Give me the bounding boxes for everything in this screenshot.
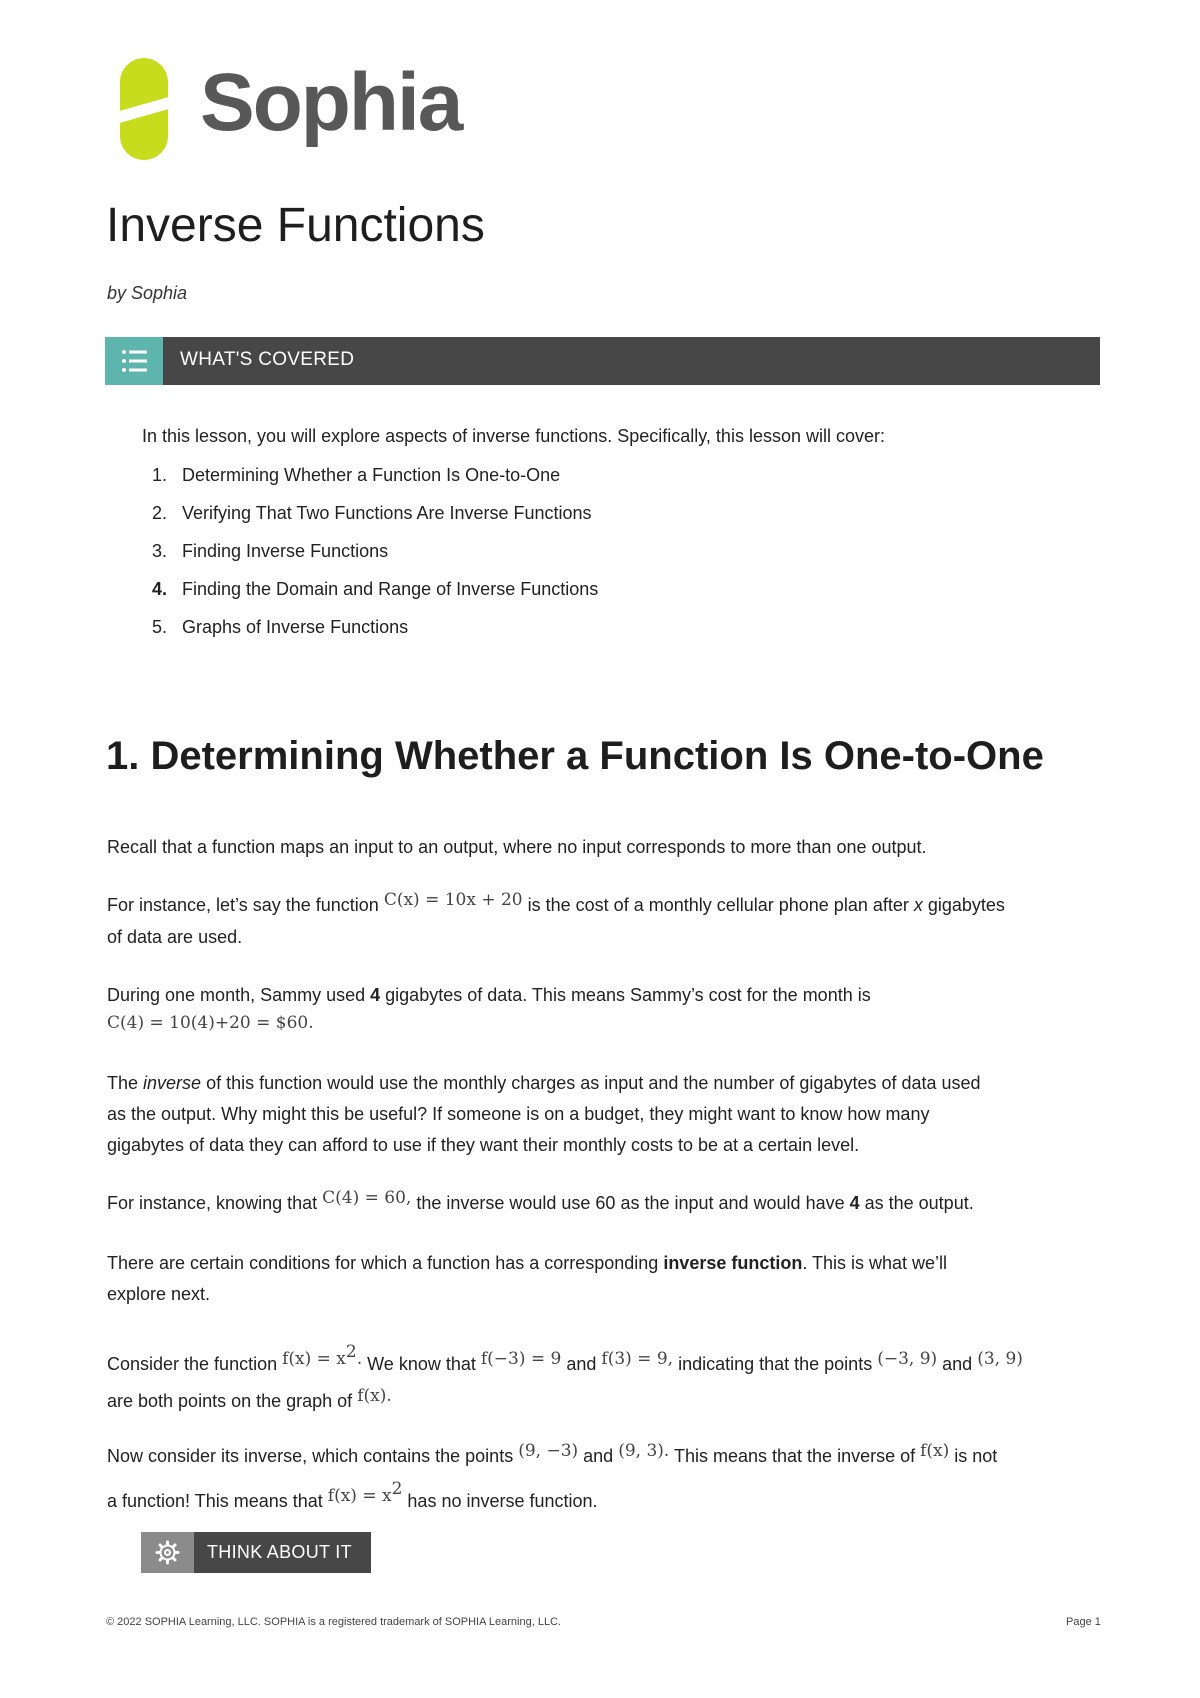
paragraph-4: The inverse of this function would use the monthly charges as input and the number of gigabytes of data used as the output. Why might this be useful? If someone is on a budget, they might want to know how many gigabytes of data they can afford to use if they want their monthly costs to be at a certain level. — [107, 1073, 981, 1155]
paragraph-5: For instance, knowing that C(4) = 60, the inverse would use 60 as the input and would have 4 as the output. — [107, 1188, 974, 1213]
document-title: Inverse Functions — [106, 199, 485, 252]
covered-intro: In this lesson, you will explore aspects of inverse functions. Specifically, this lesson will cover: — [142, 426, 885, 446]
whats-covered-banner — [105, 337, 1100, 385]
think-about-it-banner — [141, 1532, 371, 1573]
math-cost-example: C(4) = 10(4)+20 = $60. — [107, 1013, 314, 1033]
list-icon-box — [105, 337, 163, 385]
byline: by Sophia — [107, 283, 188, 303]
paragraph-1: Recall that a function maps an input to an output, where no input corresponds to more than one output. — [107, 837, 927, 857]
list-item: 2. Verifying That Two Functions Are Inverse Functions — [152, 503, 592, 523]
paragraph-8: Now consider its inverse, which contains the points (9, −3) and (9, 3). This means that the inverse of f(x) is not a function! This means that $f(x) = x^2$ has no inverse function. — [107, 1441, 998, 1511]
section-heading: 1. Determining Whether a Function Is One-to-One — [106, 734, 1044, 778]
sophia-wordmark: Sophia — [200, 57, 462, 148]
gear-icon — [141, 1532, 194, 1573]
math-inverse-example: C(4) = 60, — [322, 1188, 412, 1208]
topic-list — [152, 464, 598, 654]
list-item: 3. Finding Inverse Functions — [152, 541, 389, 561]
gear-icon-box — [141, 1532, 194, 1573]
list-item: 1. Determining Whether a Function Is One-to-One — [152, 465, 561, 485]
paragraph-6: There are certain conditions for which a function has a corresponding inverse function. This is what we’ll explore next. — [107, 1253, 948, 1304]
list-icon — [105, 337, 163, 385]
whats-covered-label: WHAT'S COVERED — [180, 349, 355, 370]
list-item: 5. Graphs of Inverse Functions — [152, 617, 409, 637]
paragraph-2: For instance, let’s say the function C(x) = 10x + 20 is the cost of a monthly cellular phone plan after x gigabytes of data are used. — [107, 890, 1005, 947]
footer-copyright: © 2022 SOPHIA Learning, LLC. SOPHIA is a registered trademark of SOPHIA Learning, LLC. — [106, 1616, 562, 1628]
think-about-it-label: THINK ABOUT IT — [207, 1542, 352, 1562]
page-number: Page 1 — [1066, 1616, 1101, 1628]
math-cost-function: C(x) = 10x + 20 — [383, 890, 523, 910]
sophia-logo — [104, 56, 534, 162]
paragraph-3: During one month, Sammy used 4 gigabytes of data. This means Sammy’s cost for the month is C(4) = 10(4)+20 = $60. — [107, 985, 871, 1033]
list-item: 4. Finding the Domain and Range of Inverse Functions — [152, 579, 599, 599]
sophia-logo-mark-icon — [104, 56, 184, 162]
paragraph-7: Consider the function $f(x) = x^2$. We know that f(−3) = 9 and f(3) = 9, indicating that the points (−3, 9) and (3, 9) are both points on the graph of f(x). — [107, 1342, 1023, 1411]
